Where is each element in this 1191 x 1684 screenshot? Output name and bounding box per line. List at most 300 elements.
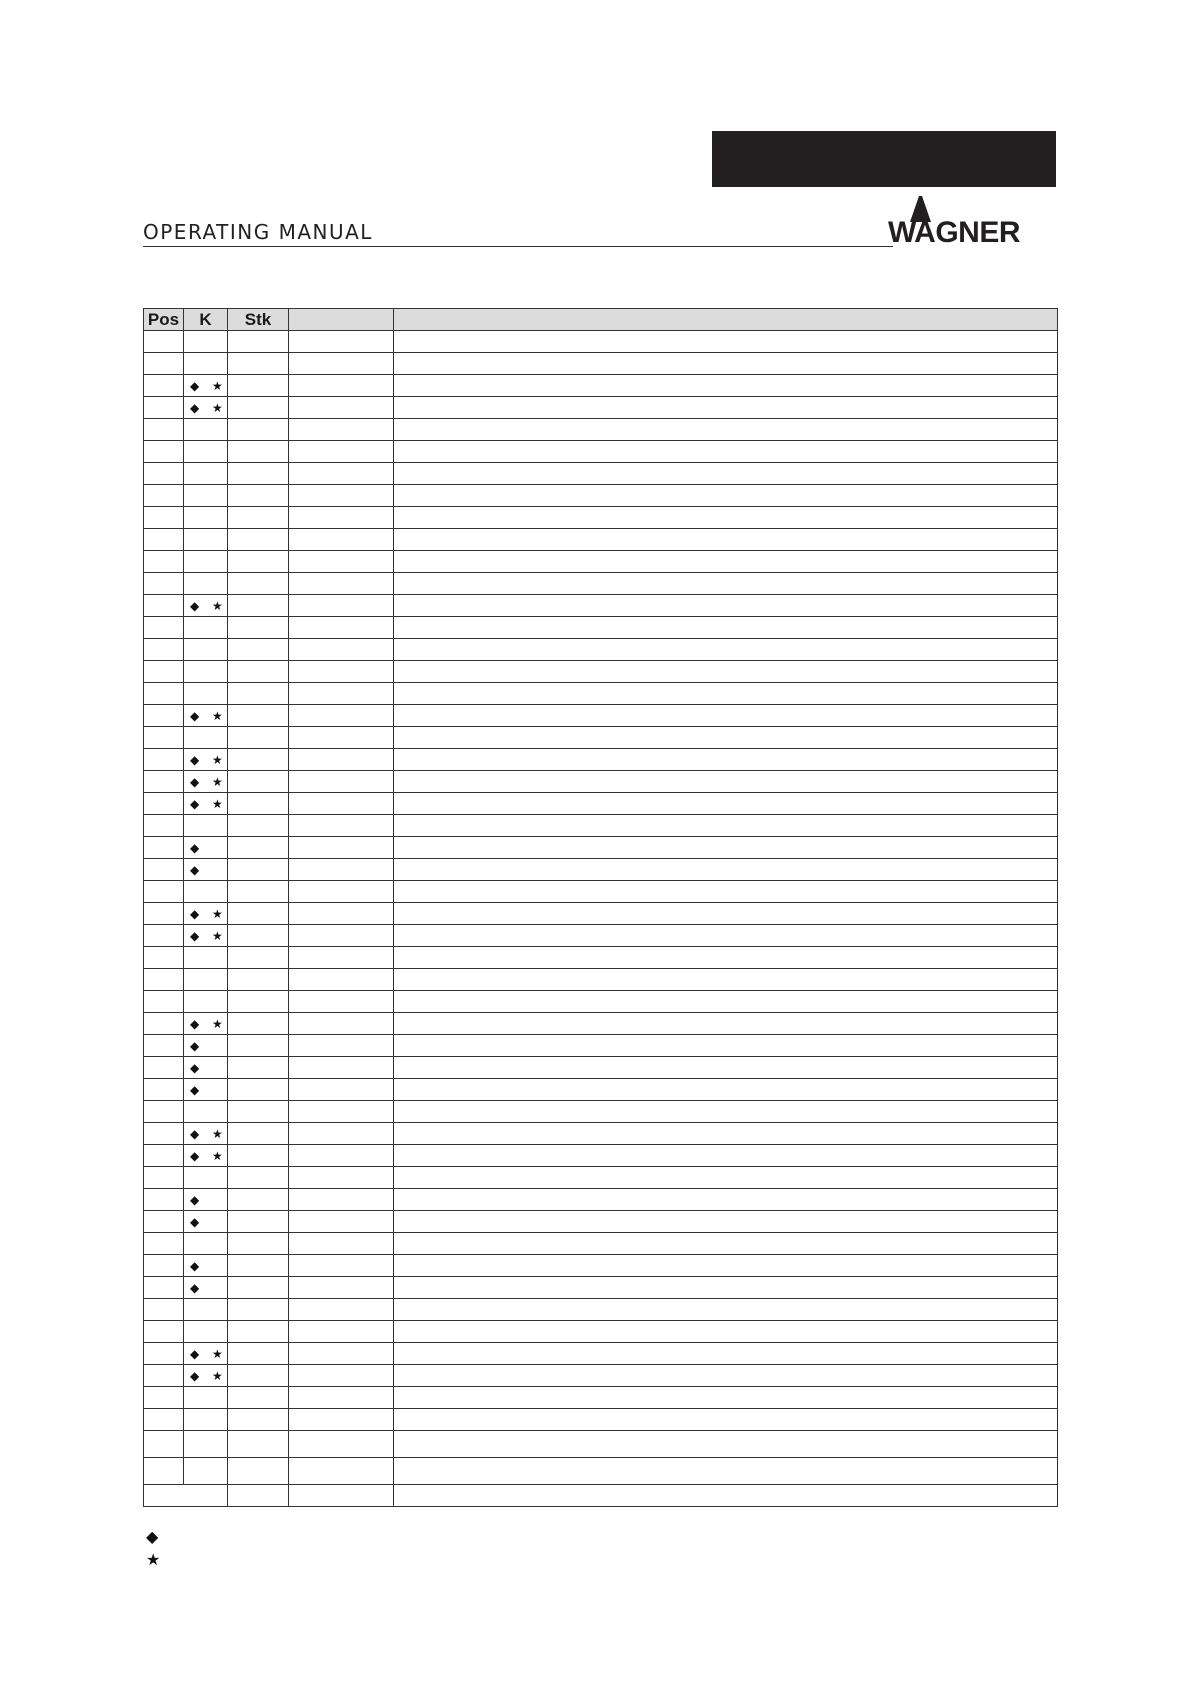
table-row: [144, 551, 1058, 573]
cell-order-no: [289, 1013, 394, 1035]
cell-designation: [394, 1431, 1058, 1458]
cell-stk: [228, 705, 289, 727]
cell-stk: [228, 375, 289, 397]
cell-k: [184, 573, 228, 595]
cell-designation: [394, 595, 1058, 617]
table-row: [144, 507, 1058, 529]
cell-k: [184, 1431, 228, 1458]
table-row: [144, 419, 1058, 441]
table-row: [144, 397, 1058, 419]
table-row: [144, 1365, 1058, 1387]
cell-order-no: [289, 507, 394, 529]
cell-k: ◆: [184, 1079, 228, 1101]
cell-designation: [394, 1145, 1058, 1167]
cell-k: [184, 529, 228, 551]
cell-order-no: [289, 881, 394, 903]
cell-stk: [228, 463, 289, 485]
cell-designation: [394, 947, 1058, 969]
cell-pos: [144, 1013, 184, 1035]
table-body: [144, 331, 1058, 1507]
cell-order-no: [289, 551, 394, 573]
cell-stk: [228, 1123, 289, 1145]
cell-pos: [144, 397, 184, 419]
cell-k: ◆: [184, 1057, 228, 1079]
cell-pos: [144, 793, 184, 815]
cell-k: [184, 1321, 228, 1343]
cell-pos: [144, 683, 184, 705]
cell-pos: [144, 331, 184, 353]
cell-designation: [394, 1057, 1058, 1079]
cell-stk: [228, 1458, 289, 1485]
cell-k: [184, 947, 228, 969]
cell-stk: [228, 727, 289, 749]
wagner-logo-text: WAGNER: [888, 216, 1020, 249]
cell-k: [184, 683, 228, 705]
header-stk: Stk: [228, 309, 289, 331]
table-row: [144, 815, 1058, 837]
cell-order-no: [289, 353, 394, 375]
cell-k: [184, 551, 228, 573]
parts-table: [143, 308, 1058, 1507]
cell-stk: [228, 661, 289, 683]
table-row: [144, 529, 1058, 551]
cell-pos: [144, 1431, 184, 1458]
cell-pos: [144, 1277, 184, 1299]
cell-pos: [144, 441, 184, 463]
table-header-row: [144, 309, 1058, 331]
cell-stk: [228, 683, 289, 705]
cell-k: [184, 485, 228, 507]
cell-stk: [228, 925, 289, 947]
cell-order-no: [289, 1387, 394, 1409]
table-row: [144, 1123, 1058, 1145]
cell-pos: [144, 595, 184, 617]
cell-stk: [228, 1145, 289, 1167]
table-row: [144, 1079, 1058, 1101]
cell-order-no: [289, 1485, 394, 1507]
cell-designation: [394, 1123, 1058, 1145]
cell-k: ◆ ★: [184, 1123, 228, 1145]
cell-stk: [228, 551, 289, 573]
cell-pos: [144, 1189, 184, 1211]
cell-order-no: [289, 683, 394, 705]
cell-pos: [144, 529, 184, 551]
cell-k: [184, 1387, 228, 1409]
wagner-logo: [888, 196, 1058, 248]
cell-k: [184, 991, 228, 1013]
cell-pos: [144, 1458, 184, 1485]
table-row: [144, 573, 1058, 595]
cell-order-no: [289, 661, 394, 683]
table-row: [144, 331, 1058, 353]
table-row: [144, 903, 1058, 925]
cell-stk: [228, 441, 289, 463]
cell-pos: [144, 1255, 184, 1277]
cell-order-no: [289, 1035, 394, 1057]
cell-k: ◆: [184, 859, 228, 881]
cell-k: [184, 639, 228, 661]
cell-pos: [144, 749, 184, 771]
cell-designation: [394, 1387, 1058, 1409]
cell-designation: [394, 375, 1058, 397]
table-row: [144, 1211, 1058, 1233]
cell-designation: [394, 331, 1058, 353]
cell-k: [184, 661, 228, 683]
cell-order-no: [289, 969, 394, 991]
cell-pos: [144, 1035, 184, 1057]
table-row: [144, 1277, 1058, 1299]
cell-pos: [144, 1387, 184, 1409]
cell-designation: [394, 969, 1058, 991]
cell-pos: [144, 991, 184, 1013]
cell-order-no: [289, 529, 394, 551]
cell-order-no: [289, 705, 394, 727]
cell-designation: [394, 353, 1058, 375]
cell-stk: [228, 1057, 289, 1079]
table-row: [144, 837, 1058, 859]
cell-designation: [394, 617, 1058, 639]
cell-designation: [394, 1485, 1058, 1507]
table-row: [144, 1233, 1058, 1255]
cell-stk: [228, 991, 289, 1013]
cell-stk: [228, 331, 289, 353]
cell-pos: [144, 1167, 184, 1189]
cell-stk: [228, 1299, 289, 1321]
table-row: [144, 947, 1058, 969]
table-row: [144, 859, 1058, 881]
cell-k: ◆ ★: [184, 903, 228, 925]
cell-designation: [394, 1365, 1058, 1387]
table-row: [144, 1145, 1058, 1167]
cell-k: [184, 1299, 228, 1321]
cell-stk: [228, 397, 289, 419]
table-row: [144, 375, 1058, 397]
cell-stk: [228, 419, 289, 441]
legend-diamond-icon: ◆: [146, 1529, 159, 1546]
cell-designation: [394, 683, 1058, 705]
cell-k: ◆: [184, 1211, 228, 1233]
cell-k: [184, 969, 228, 991]
table-row: [144, 1321, 1058, 1343]
cell-order-no: [289, 793, 394, 815]
cell-designation: [394, 397, 1058, 419]
cell-order-no: [289, 1321, 394, 1343]
table-row: [144, 1343, 1058, 1365]
cell-k: ◆ ★: [184, 771, 228, 793]
cell-k: ◆ ★: [184, 375, 228, 397]
cell-designation: [394, 749, 1058, 771]
cell-order-no: [289, 837, 394, 859]
cell-k: [184, 1101, 228, 1123]
cell-designation: [394, 1101, 1058, 1123]
table-row: [144, 749, 1058, 771]
cell-order-no: [289, 397, 394, 419]
cell-stk: [228, 507, 289, 529]
header-order-no: [289, 309, 394, 331]
cell-k: [184, 463, 228, 485]
table-row: [144, 1035, 1058, 1057]
cell-designation: [394, 1458, 1058, 1485]
header-designation: [394, 309, 1058, 331]
cell-designation: [394, 925, 1058, 947]
cell-stk: [228, 485, 289, 507]
cell-stk: [228, 1035, 289, 1057]
cell-stk: [228, 639, 289, 661]
cell-stk: [228, 1233, 289, 1255]
manual-title: OPERATING MANUAL: [143, 220, 373, 244]
cell-order-no: [289, 1167, 394, 1189]
cell-designation: [394, 705, 1058, 727]
table-row: [144, 1458, 1058, 1485]
cell-stk: [228, 1431, 289, 1458]
table-row: [144, 441, 1058, 463]
cell-k: ◆: [184, 837, 228, 859]
cell-designation: [394, 639, 1058, 661]
cell-k: [184, 815, 228, 837]
cell-designation: [394, 1189, 1058, 1211]
cell-pos: [144, 485, 184, 507]
cell-designation: [394, 1409, 1058, 1431]
table-row: [144, 353, 1058, 375]
cell-pos: [144, 1211, 184, 1233]
cell-order-no: [289, 925, 394, 947]
table-row: [144, 705, 1058, 727]
cell-pos: [144, 903, 184, 925]
cell-stk: [228, 1277, 289, 1299]
cell-k: [184, 727, 228, 749]
cell-order-no: [289, 1458, 394, 1485]
cell-pos: [144, 947, 184, 969]
cell-k: ◆ ★: [184, 1013, 228, 1035]
cell-order-no: [289, 573, 394, 595]
cell-stk: [228, 903, 289, 925]
cell-stk: [228, 1485, 289, 1507]
cell-order-no: [289, 859, 394, 881]
cell-order-no: [289, 463, 394, 485]
cell-order-no: [289, 1343, 394, 1365]
cell-stk: [228, 1409, 289, 1431]
cell-pos: [144, 353, 184, 375]
cell-k: [184, 331, 228, 353]
cell-order-no: [289, 771, 394, 793]
cell-k: ◆ ★: [184, 705, 228, 727]
cell-order-no: [289, 903, 394, 925]
cell-order-no: [289, 639, 394, 661]
cell-stk: [228, 529, 289, 551]
cell-pos: [144, 375, 184, 397]
cell-order-no: [289, 485, 394, 507]
cell-order-no: [289, 749, 394, 771]
cell-designation: [394, 771, 1058, 793]
table-row: [144, 661, 1058, 683]
cell-stk: [228, 947, 289, 969]
cell-pos: [144, 1145, 184, 1167]
table-row: [144, 1299, 1058, 1321]
table-row: [144, 1013, 1058, 1035]
cell-pos: [144, 639, 184, 661]
cell-pos: [144, 419, 184, 441]
cell-designation: [394, 661, 1058, 683]
cell-k: ◆ ★: [184, 749, 228, 771]
cell-stk: [228, 837, 289, 859]
cell-pos: [144, 1057, 184, 1079]
cell-stk: [228, 1387, 289, 1409]
cell-designation: [394, 419, 1058, 441]
cell-stk: [228, 969, 289, 991]
cell-designation: [394, 793, 1058, 815]
cell-stk: [228, 1255, 289, 1277]
cell-order-no: [289, 375, 394, 397]
table-row: [144, 991, 1058, 1013]
cell-order-no: [289, 1189, 394, 1211]
cell-pos: [144, 815, 184, 837]
cell-pos: [144, 925, 184, 947]
cell-pos: [144, 1233, 184, 1255]
cell-pos: [144, 551, 184, 573]
cell-designation: [394, 881, 1058, 903]
cell-k: [184, 507, 228, 529]
table-row: [144, 485, 1058, 507]
cell-order-no: [289, 1233, 394, 1255]
cell-stk: [228, 815, 289, 837]
cell-k: ◆: [184, 1255, 228, 1277]
cell-designation: [394, 837, 1058, 859]
cell-k: [184, 1409, 228, 1431]
legend-star-icon: ★: [146, 1552, 161, 1569]
table-row: [144, 881, 1058, 903]
cell-order-no: [289, 1123, 394, 1145]
cell-k: [184, 353, 228, 375]
cell-pos: [144, 837, 184, 859]
header-k: K: [184, 309, 228, 331]
cell-designation: [394, 903, 1058, 925]
cell-order-no: [289, 595, 394, 617]
cell-order-no: [289, 1277, 394, 1299]
cell-k: [184, 419, 228, 441]
cell-k: [184, 881, 228, 903]
cell-order-no: [289, 419, 394, 441]
table-row: [144, 617, 1058, 639]
cell-designation: [394, 1233, 1058, 1255]
cell-k: ◆ ★: [184, 595, 228, 617]
cell-k: ◆ ★: [184, 397, 228, 419]
cell-designation: [394, 1255, 1058, 1277]
cell-stk: [228, 1321, 289, 1343]
cell-pos: [144, 1409, 184, 1431]
cell-designation: [394, 1079, 1058, 1101]
table-row: [144, 1189, 1058, 1211]
table-row: [144, 793, 1058, 815]
cell-stk: [228, 793, 289, 815]
header-pos: Pos: [144, 309, 184, 331]
cell-pos: [144, 1299, 184, 1321]
cell-pos: [144, 727, 184, 749]
table-row: [144, 1057, 1058, 1079]
cell-k: ◆ ★: [184, 1343, 228, 1365]
cell-designation: [394, 507, 1058, 529]
table-row: [144, 1101, 1058, 1123]
cell-designation: [394, 529, 1058, 551]
cell-pos: [144, 705, 184, 727]
cell-order-no: [289, 1211, 394, 1233]
header-black-box: [712, 131, 1056, 187]
cell-stk: [228, 881, 289, 903]
cell-pos: [144, 1079, 184, 1101]
cell-pos: [144, 1101, 184, 1123]
cell-pos: [144, 507, 184, 529]
table-row: [144, 683, 1058, 705]
cell-pos-k: [144, 1485, 228, 1507]
cell-order-no: [289, 1255, 394, 1277]
cell-designation: [394, 1035, 1058, 1057]
cell-pos: [144, 1365, 184, 1387]
cell-order-no: [289, 947, 394, 969]
cell-k: [184, 1167, 228, 1189]
cell-pos: [144, 771, 184, 793]
cell-stk: [228, 573, 289, 595]
cell-designation: [394, 463, 1058, 485]
cell-designation: [394, 1321, 1058, 1343]
table-row: [144, 639, 1058, 661]
cell-stk: [228, 749, 289, 771]
cell-designation: [394, 573, 1058, 595]
cell-pos: [144, 573, 184, 595]
cell-stk: [228, 1343, 289, 1365]
cell-designation: [394, 1299, 1058, 1321]
table-row: [144, 1387, 1058, 1409]
table-row: [144, 595, 1058, 617]
cell-pos: [144, 1123, 184, 1145]
table-row: [144, 969, 1058, 991]
cell-order-no: [289, 1101, 394, 1123]
cell-pos: [144, 1343, 184, 1365]
cell-designation: [394, 991, 1058, 1013]
cell-order-no: [289, 815, 394, 837]
cell-k: [184, 1458, 228, 1485]
cell-designation: [394, 727, 1058, 749]
cell-stk: [228, 1189, 289, 1211]
cell-designation: [394, 815, 1058, 837]
cell-pos: [144, 859, 184, 881]
cell-k: ◆ ★: [184, 925, 228, 947]
cell-k: ◆ ★: [184, 1365, 228, 1387]
table-row: [144, 1485, 1058, 1507]
table-row: [144, 1167, 1058, 1189]
cell-stk: [228, 1365, 289, 1387]
cell-stk: [228, 1167, 289, 1189]
cell-pos: [144, 617, 184, 639]
cell-stk: [228, 1211, 289, 1233]
table-row: [144, 1431, 1058, 1458]
cell-pos: [144, 969, 184, 991]
cell-k: [184, 441, 228, 463]
cell-k: ◆: [184, 1035, 228, 1057]
cell-designation: [394, 1343, 1058, 1365]
cell-order-no: [289, 331, 394, 353]
cell-pos: [144, 463, 184, 485]
cell-stk: [228, 771, 289, 793]
cell-k: ◆ ★: [184, 793, 228, 815]
cell-stk: [228, 859, 289, 881]
cell-designation: [394, 1013, 1058, 1035]
cell-order-no: [289, 727, 394, 749]
cell-order-no: [289, 1079, 394, 1101]
cell-stk: [228, 617, 289, 639]
cell-k: [184, 1233, 228, 1255]
cell-designation: [394, 859, 1058, 881]
cell-stk: [228, 353, 289, 375]
table-row: [144, 1409, 1058, 1431]
